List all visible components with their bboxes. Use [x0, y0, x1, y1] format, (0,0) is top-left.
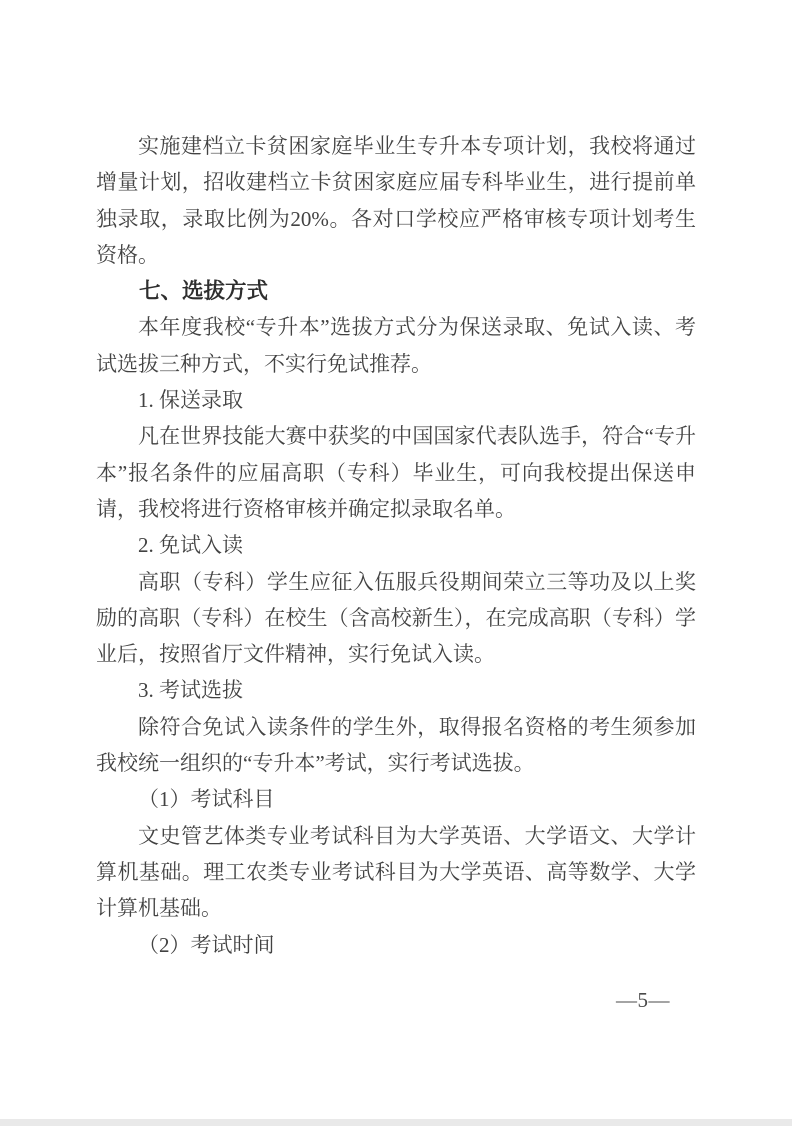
- page-number: —5—: [616, 988, 670, 1012]
- item-heading-baosong: 1. 保送录取: [138, 388, 243, 413]
- paragraph-exam-subjects-detail: 文史管艺体类专业考试科目为大学英语、大学语文、大学计算机基础。理工农类专业考试科目为大学英语、高等数学、大学计算机基础。: [96, 823, 696, 921]
- item-heading-exam-subjects: （1）考试科目: [138, 787, 275, 812]
- paragraph-special-plan: 实施建档立卡贫困家庭毕业生专升本专项计划，我校将通过增量计划，招收建档立卡贫困家庭应届专科毕业生，进行提前单独录取，录取比例为20%。各对口学校应严格审核专项计划考生资格。: [96, 134, 696, 267]
- paragraph-baosong-detail: 凡在世界技能大赛中获奖的中国国家代表队选手，符合“专升本”报名条件的应届高职（专科）毕业生，可向我校提出保送申请，我校将进行资格审核并确定拟录取名单。: [96, 424, 696, 521]
- section-heading-selection-method: 七、选拔方式: [139, 279, 269, 304]
- paragraph-kaoshi-detail: 除符合免试入读条件的学生外，取得报名资格的考生须参加我校统一组织的“专升本”考试，实行考试选拔。: [96, 714, 696, 776]
- item-heading-kaoshi: 3. 考试选拔: [138, 678, 243, 703]
- document-content: [96, 128, 696, 963]
- scan-bottom-edge: [0, 1119, 792, 1126]
- item-heading-mianshi: 2. 免试入读: [138, 533, 243, 558]
- paragraph-selection-overview: 本年度我校“专升本”选拔方式分为保送录取、免试入读、考试选拔三种方式，不实行免试推荐。: [96, 315, 696, 376]
- paragraph-mianshi-detail: 高职（专科）学生应征入伍服兵役期间荣立三等功及以上奖励的高职（专科）在校生（含高校新生），在完成高职（专科）学业后，按照省厅文件精神，实行免试入读。: [96, 569, 696, 667]
- item-heading-exam-time: （2）考试时间: [138, 932, 275, 957]
